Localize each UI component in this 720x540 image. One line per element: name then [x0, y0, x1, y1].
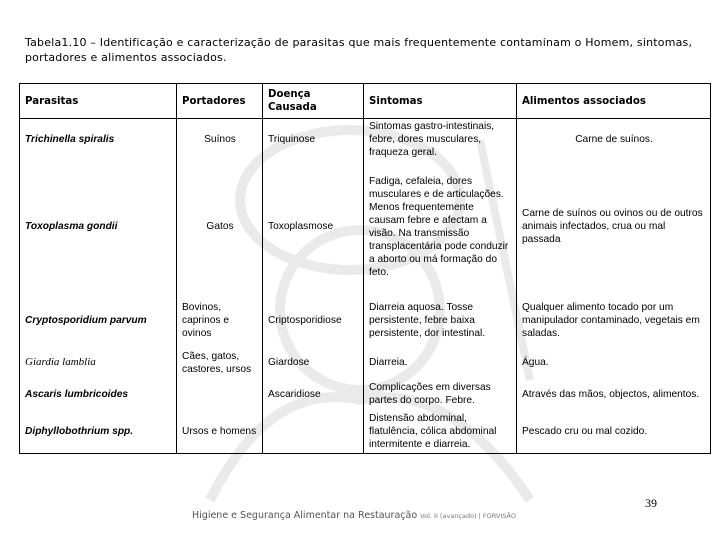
table-row [20, 160, 711, 293]
parasite-cell: Cryptosporidium parvum [20, 293, 177, 348]
page-number: 39 [645, 496, 657, 510]
disease-cell: Giardose [263, 348, 364, 377]
footer-title: Higiene e Segurança Alimentar na Restauração [192, 510, 418, 521]
carriers-cell: Ursos e homens [177, 411, 263, 453]
symptoms-cell: Diarreia. [364, 348, 517, 377]
table-row [20, 377, 711, 411]
parasite-cell: Giardia lamblia [20, 348, 177, 377]
header-foods: Alimentos associados [517, 84, 711, 119]
table-row [20, 119, 711, 161]
foods-cell: Água. [517, 348, 711, 377]
header-disease: Doença Causada [263, 84, 364, 119]
table-caption: Tabela1.10 – Identificação e caracterização de parasitas que mais frequentemente contaminam o Homem, sintomas, portadores e alimentos associados. [25, 36, 693, 64]
disease-cell: Toxoplasmose [263, 160, 364, 293]
foods-cell: Qualquer alimento tocado por um manipulador contaminado, vegetais em saladas. [517, 293, 711, 348]
disease-cell: Triquinose [263, 119, 364, 161]
footer-volume: Vol. II (avançado) | FORVISÃO [420, 512, 516, 520]
parasite-cell: Diphyllobothrium spp. [20, 411, 177, 453]
carriers-cell [177, 377, 263, 411]
symptoms-cell: Sintomas gastro-intestinais, febre, dores musculares, fraqueza geral. [364, 119, 517, 161]
table-row [20, 348, 711, 377]
disease-cell: Ascaridiose [263, 377, 364, 411]
foods-cell: Carne de suínos. [517, 119, 711, 161]
parasite-cell: Ascaris lumbricoides [20, 377, 177, 411]
disease-cell: Criptosporidiose [263, 293, 364, 348]
parasites-table [19, 83, 711, 454]
header-carriers: Portadores [177, 84, 263, 119]
header-parasites: Parasitas [20, 84, 177, 119]
parasite-cell: Trichinella spiralis [20, 119, 177, 161]
symptoms-cell: Distensão abdominal, flatulência, cólica abdominal intermitente e diarreia. [364, 411, 517, 453]
disease-cell [263, 411, 364, 453]
table-row [20, 293, 711, 348]
table-row [20, 411, 711, 453]
carriers-cell: Suínos [177, 119, 263, 161]
foods-cell: Carne de suínos ou ovinos ou de outros animais infectados, crua ou mal passada [517, 160, 711, 293]
carriers-cell: Cães, gatos, castores, ursos [177, 348, 263, 377]
carriers-cell: Bovinos, caprinos e ovinos [177, 293, 263, 348]
page-footer [192, 510, 516, 521]
symptoms-cell: Complicações em diversas partes do corpo. Febre. [364, 377, 517, 411]
foods-cell: Através das mãos, objectos, alimentos. [517, 377, 711, 411]
header-symptoms: Sintomas [364, 84, 517, 119]
carriers-cell: Gatos [177, 160, 263, 293]
table-header-row [20, 84, 711, 119]
parasite-cell: Toxoplasma gondii [20, 160, 177, 293]
symptoms-cell: Fadiga, cefaleia, dores musculares e de articulações. Menos frequentemente causam febre e afectam a visão. Na transmissão transplacentária pode conduzir a aborto ou má formação do feto. [364, 160, 517, 293]
foods-cell: Pescado cru ou mal cozido. [517, 411, 711, 453]
symptoms-cell: Diarreia aquosa. Tosse persistente, febre baixa persistente, dor intestinal. [364, 293, 517, 348]
